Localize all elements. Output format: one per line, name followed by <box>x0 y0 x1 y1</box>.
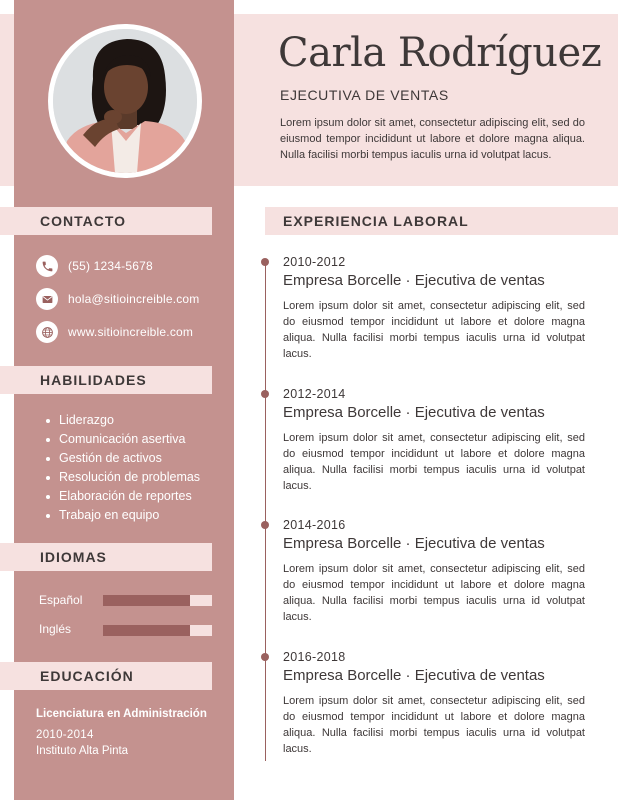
contact-phone: (55) 1234-5678 <box>68 259 153 273</box>
envelope-icon <box>36 288 58 310</box>
job-years: 2012-2014 <box>283 387 346 401</box>
job-title: Empresa Borcelle · Ejecutiva de ventas <box>283 404 545 421</box>
job-description: Lorem ipsum dolor sit amet, consectetur adipiscing elit, sed do eiusmod tempor incididunt ut labore et dolore magna aliqua. Nulla facilisi morbi tempus iaculis urna id volutpat lacus. <box>283 695 585 755</box>
language-name-spanish: Español <box>39 593 83 607</box>
candidate-name: Carla Rodríguez <box>278 30 602 76</box>
languages-section-header <box>0 543 212 571</box>
contact-website[interactable]: www.sitioincreible.com <box>68 325 194 339</box>
timeline-dot <box>261 258 269 266</box>
candidate-role: EJECUTIVA DE VENTAS <box>280 87 449 103</box>
contact-email[interactable]: hola@sitioincreible.com <box>68 292 200 306</box>
job-years: 2016-2018 <box>283 650 346 664</box>
experience-section-header <box>265 207 618 235</box>
job-description: Lorem ipsum dolor sit amet, consectetur adipiscing elit, sed do eiusmod tempor incididunt ut labore et dolore magna aliqua. Nulla facilisi morbi tempus iaculis urna id volutpat lacus. <box>283 563 585 623</box>
job-entry <box>283 650 585 757</box>
skill-item: Gestión de activos <box>46 449 200 468</box>
contact-section-header <box>0 207 212 235</box>
job-title: Empresa Borcelle · Ejecutiva de ventas <box>283 535 545 552</box>
skills-title: HABILIDADES <box>40 372 147 388</box>
timeline-dot <box>261 653 269 661</box>
contact-title: CONTACTO <box>40 213 127 229</box>
education-section-header <box>0 662 212 690</box>
job-entry <box>283 255 585 362</box>
job-years: 2010-2012 <box>283 255 346 269</box>
contact-email-row <box>36 288 200 310</box>
job-entry <box>283 518 585 625</box>
education-years: 2010-2014 <box>36 729 94 741</box>
language-level-fill <box>103 595 190 606</box>
timeline-line <box>265 261 267 761</box>
skill-item: Liderazgo <box>46 411 200 430</box>
profile-photo-frame <box>48 24 202 178</box>
timeline-dot <box>261 521 269 529</box>
job-description: Lorem ipsum dolor sit amet, consectetur adipiscing elit, sed do eiusmod tempor incididunt ut labore et dolore magna aliqua. Nulla facilisi morbi tempus iaculis urna id volutpat lacus. <box>283 300 585 360</box>
contact-website-row <box>36 321 193 343</box>
skill-item: Trabajo en equipo <box>46 506 200 525</box>
contact-phone-row <box>36 255 153 277</box>
header-band-left-edge <box>0 14 14 186</box>
skill-item: Elaboración de reportes <box>46 487 200 506</box>
language-level-bar-english <box>103 625 212 636</box>
job-years: 2014-2016 <box>283 518 346 532</box>
skill-item: Comunicación asertiva <box>46 430 200 449</box>
globe-icon <box>36 321 58 343</box>
portrait-illustration <box>53 29 197 173</box>
education-school: Instituto Alta Pinta <box>36 745 129 757</box>
skills-list <box>46 411 200 525</box>
timeline-dot <box>261 390 269 398</box>
skills-section-header <box>0 366 212 394</box>
phone-icon <box>36 255 58 277</box>
education-degree: Licenciatura en Administración <box>36 708 207 720</box>
languages-title: IDIOMAS <box>40 549 107 565</box>
language-name-english: Inglés <box>39 622 72 636</box>
profile-summary: Lorem ipsum dolor sit amet, consectetur adipiscing elit, sed do eiusmod tempor incididunt ut labore et dolore magna aliqua. Nulla facilisi morbi tempus iaculis urna id volutpat lacus. <box>280 117 585 161</box>
language-level-fill <box>103 625 190 636</box>
education-title: EDUCACIÓN <box>40 668 134 684</box>
job-title: Empresa Borcelle · Ejecutiva de ventas <box>283 272 545 289</box>
profile-photo <box>53 29 197 173</box>
job-description: Lorem ipsum dolor sit amet, consectetur adipiscing elit, sed do eiusmod tempor incididunt ut labore et dolore magna aliqua. Nulla facilisi morbi tempus iaculis urna id volutpat lacus. <box>283 432 585 492</box>
language-level-bar-spanish <box>103 595 212 606</box>
skill-item: Resolución de problemas <box>46 468 200 487</box>
job-title: Empresa Borcelle · Ejecutiva de ventas <box>283 667 545 684</box>
experience-title: EXPERIENCIA LABORAL <box>283 213 469 229</box>
job-entry <box>283 387 585 494</box>
